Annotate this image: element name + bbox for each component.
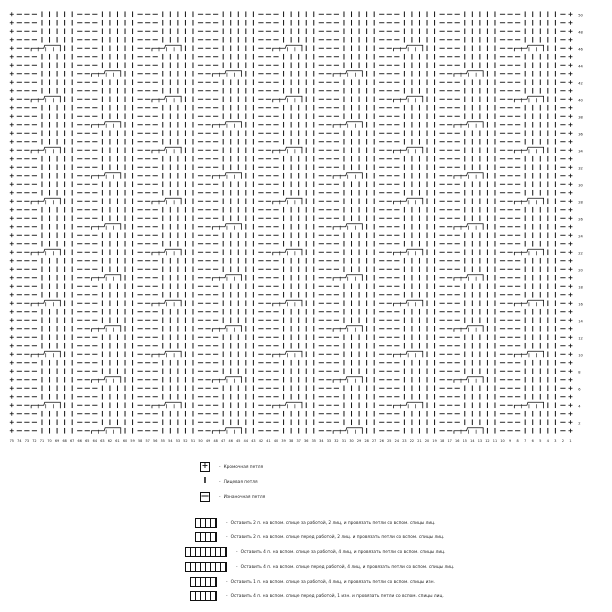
column-number: 6 — [531, 439, 534, 443]
legend-label: Оставить 4 п. на вспом. спице за работой, 4 лиц, и провязать петли со вспом. спицы лиц. — [240, 549, 446, 555]
cable-symbol — [152, 402, 181, 408]
row-number: 40 — [578, 98, 583, 103]
legend-label: Кромочная петля — [223, 464, 264, 470]
column-number: 66 — [77, 439, 82, 443]
cable-symbol — [333, 377, 362, 383]
legend-item-knit: I - Лицевая петля — [200, 477, 258, 487]
cable-symbol — [454, 326, 483, 332]
column-number: 43 — [251, 439, 256, 443]
column-number: 22 — [409, 439, 415, 443]
column-number: 75 — [9, 439, 14, 443]
row-numbers — [578, 13, 583, 425]
column-number: 4 — [546, 439, 549, 443]
cable-symbol — [394, 45, 423, 51]
legend-label: Лицевая петля — [223, 479, 258, 485]
row-number: 4 — [578, 404, 581, 409]
column-number: 10 — [500, 439, 505, 443]
column-number: 32 — [334, 439, 339, 443]
row-number: 24 — [578, 234, 583, 239]
row-number: 34 — [578, 149, 583, 154]
cable-symbol — [514, 300, 543, 306]
column-number: 21 — [417, 439, 422, 443]
cable-symbol — [333, 71, 362, 77]
column-number: 11 — [492, 439, 498, 443]
cable-symbol — [92, 428, 121, 434]
legend-label: Изнаночная петля — [223, 494, 266, 500]
cable-symbol — [273, 300, 302, 306]
column-number: 35 — [311, 439, 316, 443]
cable-symbol — [394, 96, 423, 102]
cable-4-4-front-icon — [185, 562, 227, 572]
cable-symbol — [273, 249, 302, 255]
cable-symbol — [273, 198, 302, 204]
column-number: 7 — [524, 439, 527, 443]
legend-label: Оставить 4 п. на вспом. спице перед работой, 1 изн. и провязать петли со вспом. спицы лиц. — [230, 593, 444, 599]
cable-symbol — [454, 173, 483, 179]
cable-symbol — [92, 224, 121, 230]
column-number: 8 — [516, 439, 519, 443]
column-number: 51 — [190, 439, 196, 443]
legend-item-purl: — - Изнаночная петля — [201, 491, 266, 500]
cable-symbol — [212, 326, 241, 332]
column-number: 33 — [326, 439, 332, 443]
legend-label: Оставить 4 п. на вспом. спице перед работой, 4 лиц, и провязать петли со вспом. спицы лиц. — [240, 564, 455, 570]
cable-symbol — [394, 300, 423, 306]
cable-symbol — [92, 173, 121, 179]
column-number: 14 — [470, 439, 475, 443]
cable-symbol — [273, 147, 302, 153]
column-number: 54 — [168, 439, 173, 443]
column-number: 5 — [539, 439, 542, 443]
column-number: 29 — [356, 439, 362, 443]
column-number: 72 — [32, 439, 37, 443]
cable-symbol — [454, 122, 483, 128]
column-number: 20 — [424, 439, 430, 443]
column-number: 45 — [236, 439, 241, 443]
column-number: 46 — [228, 439, 233, 443]
column-number: 52 — [183, 439, 188, 443]
legend-item-cable-2-2-front: - Оставить 2 п. на вспом. спице перед работой, 2 лиц. и провязать петли со вспом. спицы лиц. — [195, 532, 444, 542]
column-number: 9 — [508, 439, 512, 443]
column-number: 73 — [24, 439, 30, 443]
edge-stitch-icon: + — [201, 461, 209, 470]
cable-symbol — [92, 377, 121, 383]
row-number: 20 — [578, 268, 583, 273]
cable-symbol — [152, 249, 181, 255]
cable-symbol — [454, 275, 483, 281]
cable-symbol — [31, 300, 60, 306]
cable-symbol — [31, 351, 60, 357]
cable-symbol — [273, 45, 302, 51]
cable-symbol — [394, 198, 423, 204]
cable-symbol — [212, 224, 241, 230]
row-number: 42 — [578, 81, 583, 86]
cable-symbol — [152, 147, 181, 153]
cable-symbol — [31, 147, 60, 153]
row-number: 30 — [578, 183, 583, 188]
legend-label: Оставить 2 п. на вспом. спице перед работой, 2 лиц. и провязать петли со вспом. спицы лиц. — [230, 534, 445, 540]
cable-symbol — [273, 402, 302, 408]
column-number: 44 — [243, 439, 248, 443]
column-number: 65 — [85, 439, 90, 443]
row-number: 32 — [578, 166, 583, 171]
purl-stitch-icon: — — [201, 491, 209, 500]
cable-symbol — [454, 224, 483, 230]
row-number: 50 — [578, 13, 583, 18]
cable-symbol — [514, 96, 543, 102]
cable-symbol — [212, 428, 241, 434]
column-number: 3 — [554, 439, 557, 443]
column-number: 56 — [153, 439, 158, 443]
cable-symbol — [212, 71, 241, 77]
legend-item-cable-2-2-back: - Оставить 2 п. на вспом. спице за работой, 2 лиц, и провязать петли со вспом. спицы лиц. — [195, 518, 435, 528]
column-number: 12 — [485, 439, 490, 443]
column-number: 16 — [455, 439, 460, 443]
column-number: 26 — [379, 439, 384, 443]
row-number: 38 — [578, 115, 583, 120]
cable-symbol — [212, 122, 241, 128]
cable-symbol — [514, 249, 543, 255]
cable-symbol — [31, 249, 60, 255]
column-number: 28 — [364, 439, 369, 443]
cable-symbol — [333, 326, 362, 332]
column-number: 49 — [205, 439, 211, 443]
column-number: 69 — [54, 439, 60, 443]
column-number: 48 — [213, 439, 218, 443]
row-number: 12 — [578, 336, 583, 341]
cable-2-2-front-icon — [195, 532, 217, 542]
cable-symbol — [333, 428, 362, 434]
column-number: 15 — [462, 439, 467, 443]
cable-symbol — [454, 71, 483, 77]
cable-symbol — [454, 377, 483, 383]
cable-symbol — [333, 275, 362, 281]
cable-symbol — [152, 198, 181, 204]
column-number: 61 — [115, 439, 120, 443]
cable-symbol — [212, 275, 241, 281]
column-number: 42 — [258, 439, 264, 443]
legend-label: Оставить 2 п. на вспом. спице за работой, 2 лиц, и провязать петли со вспом. спицы лиц. — [230, 520, 436, 526]
cable-symbol — [394, 249, 423, 255]
row-number: 48 — [578, 30, 583, 35]
column-number: 55 — [160, 439, 165, 443]
column-number: 70 — [47, 439, 52, 443]
cable-symbol — [152, 351, 181, 357]
cable-symbol — [31, 402, 60, 408]
cable-symbol — [514, 147, 543, 153]
cable-symbol — [92, 71, 121, 77]
cable-symbol — [152, 300, 181, 306]
cable-symbol — [273, 351, 302, 357]
cable-symbol — [92, 275, 121, 281]
row-number: 16 — [578, 302, 583, 307]
column-number: 62 — [107, 439, 113, 443]
cable-symbol — [514, 198, 543, 204]
cable-symbol — [92, 122, 121, 128]
cable-symbol — [333, 224, 362, 230]
row-number: 36 — [578, 132, 583, 137]
chart-grid — [10, 11, 573, 433]
column-number: 24 — [394, 439, 399, 443]
cable-4-1-front-icon — [190, 591, 217, 601]
cable-symbol — [394, 351, 423, 357]
column-number: 31 — [341, 439, 347, 443]
column-number: 74 — [17, 439, 22, 443]
column-number: 58 — [137, 439, 143, 443]
column-number: 39 — [281, 439, 286, 443]
cable-symbol — [333, 122, 362, 128]
cable-symbol — [514, 351, 543, 357]
cable-1-4-back-icon — [190, 577, 217, 587]
row-number: 46 — [578, 47, 583, 52]
cable-symbol — [333, 173, 362, 179]
cable-symbol — [212, 173, 241, 179]
column-number: 37 — [296, 439, 301, 443]
row-number: 26 — [578, 217, 583, 222]
column-number: 27 — [372, 439, 377, 443]
row-number: 8 — [578, 370, 581, 375]
column-number: 19 — [432, 439, 437, 443]
cable-symbol — [152, 45, 181, 51]
column-number: 53 — [175, 439, 181, 443]
cable-2-2-back-icon — [195, 518, 217, 528]
column-number: 38 — [288, 439, 294, 443]
column-number: 36 — [304, 439, 309, 443]
column-number: 41 — [266, 439, 271, 443]
row-number: 14 — [578, 319, 583, 324]
column-number: 57 — [145, 439, 150, 443]
row-number: 6 — [578, 387, 581, 392]
cable-symbol — [31, 198, 60, 204]
column-number: 64 — [92, 439, 97, 443]
column-numbers — [10, 439, 572, 443]
knit-stitch-icon: I — [200, 477, 210, 487]
row-number: 44 — [578, 64, 583, 69]
column-number: 47 — [221, 439, 226, 443]
column-number: 2 — [561, 439, 565, 443]
column-number: 40 — [273, 439, 279, 443]
column-number: 1 — [569, 439, 572, 443]
column-number: 30 — [349, 439, 354, 443]
column-number: 25 — [387, 439, 392, 443]
column-number: 18 — [439, 439, 445, 443]
column-number: 17 — [447, 439, 452, 443]
cable-symbol — [31, 96, 60, 102]
cable-symbol — [394, 147, 423, 153]
column-number: 23 — [402, 439, 407, 443]
column-number: 34 — [319, 439, 324, 443]
legend-label: Оставить 1 п. на вспом. спице за работой, 4 лиц, и провязать петли со вспом. спицы изн. — [230, 579, 435, 585]
legend-item-cable-1-4-back: - Оставить 1 п. на вспом. спице за работой, 4 лиц, и провязать петли со вспом. спицы изн. — [190, 577, 435, 587]
column-number: 67 — [70, 439, 75, 443]
legend-item-cable-4-4-front: - Оставить 4 п. на вспом. спице перед работой, 4 лиц, и провязать петли со вспом. спицы лиц. — [185, 562, 454, 572]
cable-symbol — [31, 45, 60, 51]
cable-symbols — [31, 45, 543, 434]
row-number: 22 — [578, 251, 583, 256]
column-number: 60 — [122, 439, 128, 443]
cable-symbol — [394, 402, 423, 408]
column-number: 13 — [477, 439, 483, 443]
column-number: 68 — [62, 439, 67, 443]
column-number: 71 — [39, 439, 45, 443]
row-number: 18 — [578, 285, 583, 290]
column-number: 63 — [100, 439, 105, 443]
row-number: 2 — [578, 421, 581, 426]
row-number: 28 — [578, 200, 583, 205]
cable-symbol — [454, 428, 483, 434]
column-number: 59 — [130, 439, 135, 443]
cable-4-4-back-icon — [185, 547, 227, 557]
row-number: 10 — [578, 353, 583, 358]
cable-symbol — [152, 96, 181, 102]
legend-item-cable-4-4-back: - Оставить 4 п. на вспом. спице за работой, 4 лиц, и провязать петли со вспом. спицы лиц. — [185, 547, 445, 557]
cable-symbol — [514, 402, 543, 408]
column-number: 50 — [198, 439, 203, 443]
legend-item-edge: + - Кромочная петля — [201, 461, 264, 470]
cable-symbol — [514, 45, 543, 51]
cable-symbol — [273, 96, 302, 102]
legend-item-cable-4-1-front: - Оставить 4 п. на вспом. спице перед работой, 1 изн. и провязать петли со вспом. спицы лиц. — [190, 591, 444, 601]
cable-symbol — [212, 377, 241, 383]
cable-symbol — [92, 326, 121, 332]
